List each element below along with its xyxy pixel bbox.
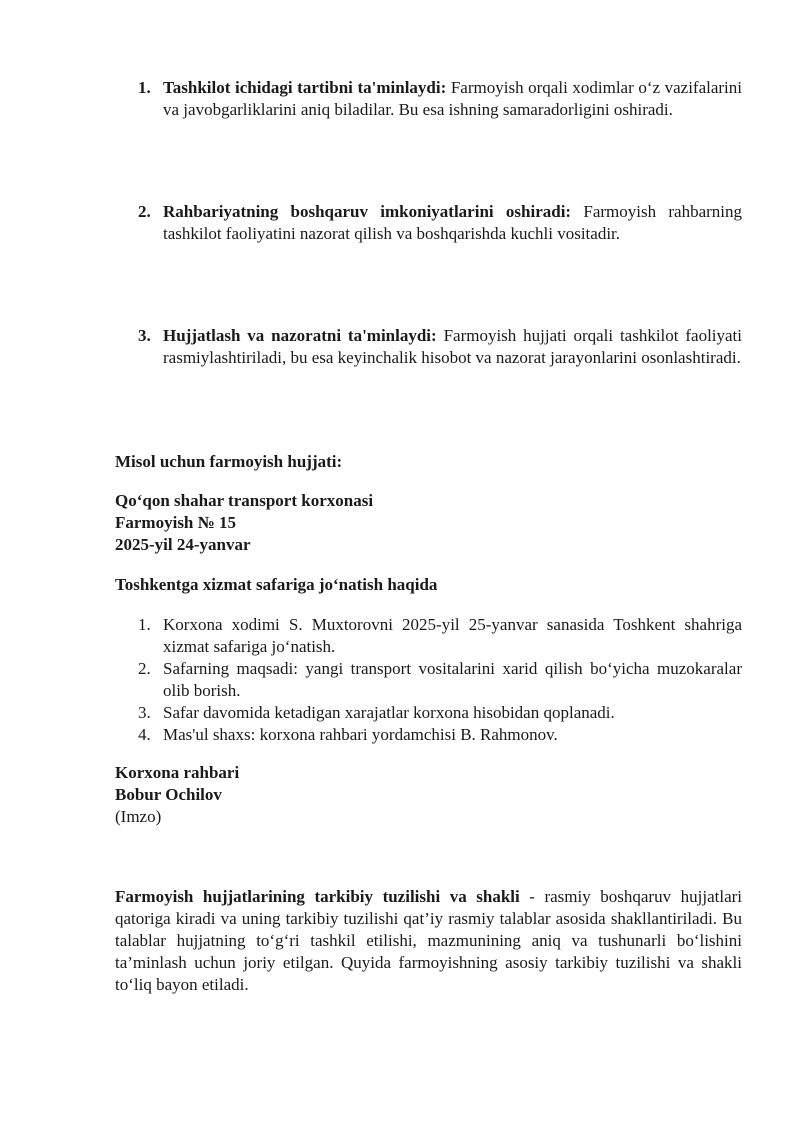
benefit-title: Hujjatlash va nazoratni ta'minlaydi: (163, 326, 437, 345)
step-text: Safar davomida ketadigan xarajatlar korxona hisobidan qoplanadi. (163, 703, 615, 722)
benefit-item-2 (138, 201, 742, 245)
final-paragraph-text: - rasmiy boshqaruv hujjatlari qatoriga kiradi va uning tarkibiy tuzilishi qat’iy rasmiy talablar asosida shakllantiriladi. Bu talablar hujjatning to‘g‘ri tashkil etilishi, mazmunining aniq va tushunarli bo‘lishini ta’minlash uchun joriy etilgan. Quyida farmoyishning asosiy tarkibiy tuzilishi va shakli to‘liq bayon etiladi. (115, 887, 742, 994)
benefit-text: Farmoyish rahbarning tashkilot faoliyatini nazorat qilish va boshqarishda kuchli vositadir. (163, 202, 742, 243)
order-step-2 (138, 658, 742, 702)
final-paragraph (115, 886, 742, 996)
step-text: Safarning maqsadi: yangi transport vositalarini xarid qilish bo‘yicha muzokaralar olib borish. (163, 659, 742, 700)
benefit-item-3 (138, 325, 742, 369)
signer-name: Bobur Ochilov (115, 785, 222, 804)
signature-placeholder: (Imzo) (115, 807, 162, 826)
step-text: Mas'ul shaxs: korxona rahbari yordamchisi B. Rahmonov. (163, 725, 558, 744)
order-step-3 (138, 702, 742, 724)
benefit-number: 3. (138, 326, 151, 345)
order-step-1 (138, 614, 742, 658)
benefit-number: 1. (138, 78, 151, 97)
benefit-item-1 (138, 77, 742, 121)
organization-name: Qo‘qon shahar transport korxonasi (115, 491, 374, 510)
step-number: 4. (138, 725, 151, 744)
signature-block (115, 762, 742, 828)
document-header (115, 490, 742, 556)
order-number: Farmoyish № 15 (115, 513, 236, 532)
benefit-text: Farmoyish hujjati orqali tashkilot faoliyati rasmiylashtiriladi, bu esa keyinchalik hisobot va nazorat jarayonlarini osonlashtiradi. (163, 326, 743, 367)
benefit-number: 2. (138, 202, 151, 221)
order-date: 2025-yil 24-yanvar (115, 535, 251, 554)
step-text: Korxona xodimi S. Muxtorovni 2025-yil 25-yanvar sanasida Toshkent shahriga xizmat safariga jo‘natish. (163, 615, 742, 656)
benefit-text: Farmoyish orqali xodimlar o‘z vazifalarini va javobgarliklarini aniq biladilar. Bu esa ishning samaradorligini oshiradi. (163, 78, 742, 119)
order-step-4 (138, 724, 742, 746)
final-paragraph-lead: Farmoyish hujjatlarining tarkibiy tuzilishi va shakli (115, 887, 520, 906)
step-number: 3. (138, 703, 151, 722)
example-heading: Misol uchun farmoyish hujjati: (115, 452, 343, 471)
signer-position: Korxona rahbari (115, 763, 240, 782)
order-subject: Toshkentga xizmat safariga jo‘natish haqida (115, 575, 438, 594)
benefit-title: Tashkilot ichidagi tartibni ta'minlaydi: (163, 78, 447, 97)
order-steps (138, 614, 742, 746)
benefit-title: Rahbariyatning boshqaruv imkoniyatlarini oshiradi: (163, 202, 572, 221)
step-number: 1. (138, 615, 151, 634)
step-number: 2. (138, 659, 151, 678)
